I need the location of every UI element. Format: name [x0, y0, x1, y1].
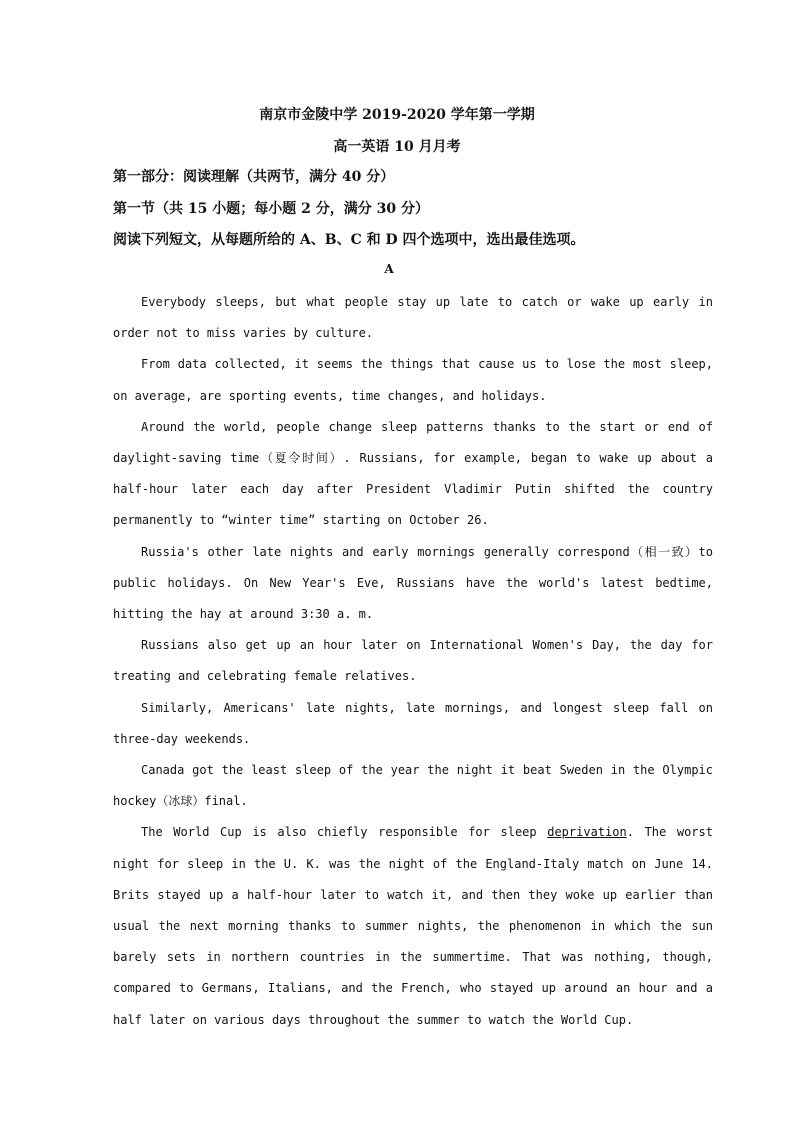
paragraph-4: Russia's other late nights and early mornings generally correspond（相一致）to public holidays. On New Year's Eve, Russians have the world's latest bedtime, hitting the hay at around 3:30 a. m.: [113, 544, 713, 622]
paragraph-3: Around the world, people change sleep patterns thanks to the start or end of daylight-saving time（夏令时间）. Russians, for example, began to wake up about a half-hour later each day after President Vladimir Putin shifted the country permanently to “winter time” starting on October 26.: [113, 419, 713, 528]
paragraph-8-start: The World Cup is also chiefly responsible for sleep: [141, 825, 548, 840]
paragraph-1: Everybody sleeps, but what people stay up late to catch or wake up early in order not to miss varies by culture.: [113, 295, 713, 341]
part-heading: 第一部分：阅读理解（共两节，满分 40 分）: [113, 169, 395, 185]
passage-body: [113, 287, 713, 1036]
paragraph-8: [113, 817, 713, 1035]
passage-label: A: [384, 262, 394, 276]
document-title: 南京市金陵中学 2019-2020 学年第一学期: [259, 107, 535, 123]
paragraph-6: Similarly, Americans' late nights, late mornings, and longest sleep fall on three-day weekends.: [113, 700, 713, 746]
paragraph-8-end: . The worst night for sleep in the U. K. was the night of the England-Italy match on June 14. Brits stayed up a half-hour later to watch it, and then they woke up earlier than usual the next morning thanks to summer nights, the phenomenon in which the sun barely sets in northern countries in the summertime. That was nothing, though, compared to Germans, Italians, and the French, who stayed up around an hour and a half later on various days throughout the summer to watch the World Cup.: [113, 825, 713, 1027]
paragraph-7: Canada got the least sleep of the year the night it beat Sweden in the Olympic hockey（冰球）final.: [113, 763, 713, 809]
paragraph-2: From data collected, it seems the things that cause us to lose the most sleep, on average, are sporting events, time changes, and holidays.: [113, 357, 713, 403]
paragraph-5: Russians also get up an hour later on International Women's Day, the day for treating and celebrating female relatives.: [113, 638, 713, 684]
underlined-word: deprivation: [547, 825, 627, 840]
instruction-text: 阅读下列短文，从每题所给的 A、B、C 和 D 四个选项中，选出最佳选项。: [113, 232, 585, 248]
document-subtitle: 高一英语 10 月月考: [333, 139, 461, 155]
section-heading: 第一节（共 15 小题；每小题 2 分，满分 30 分）: [113, 201, 429, 217]
